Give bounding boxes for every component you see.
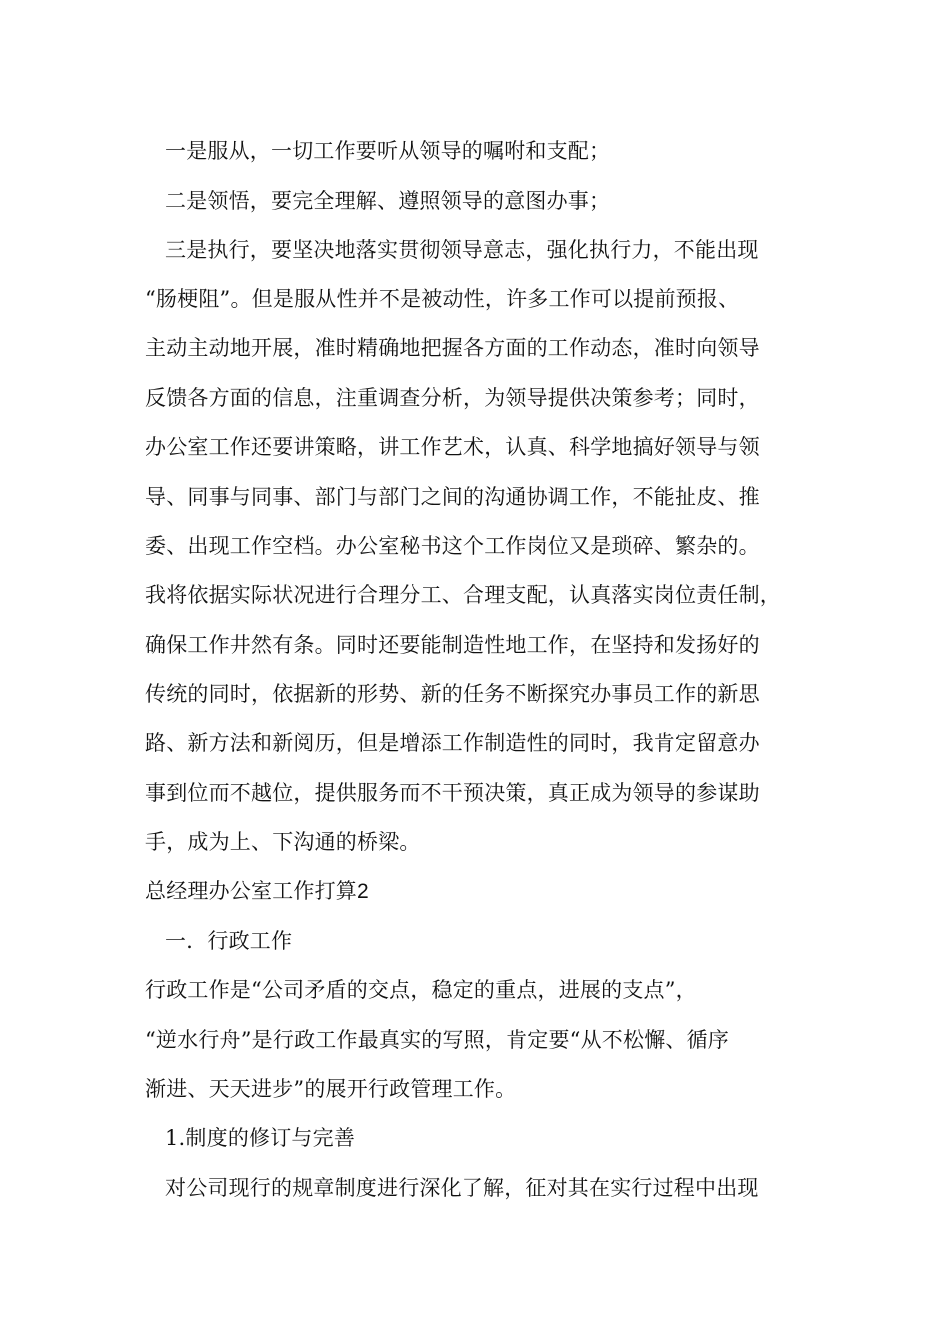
paragraph-line: 二是领悟，要完全理解、遵照领导的意图办事； [165,189,611,213]
subsection-heading: 1.制度的修订与完善 [165,1126,356,1150]
paragraph-line: “逆水行舟”是行政工作最真实的写照，肯定要“从不松懈、循序 [145,1028,730,1052]
subsection-heading: 一．行政工作 [165,929,293,953]
paragraph-line: 传统的同时，依据新的形势、新的任务不断探究办事员工作的新思 [145,682,760,706]
paragraph-line: 办公室工作还要讲策略，讲工作艺术，认真、科学地搞好领导与领 [145,435,760,459]
paragraph-line: 三是执行，要坚决地落实贯彻领导意志，强化执行力，不能出现 [165,238,759,262]
paragraph-line: 我将依据实际状况进行合理分工、合理支配，认真落实岗位责任制， [145,583,781,607]
paragraph-line: 路、新方法和新阅历，但是增添工作制造性的同时，我肯定留意办 [145,731,760,755]
paragraph-line: 主动主动地开展，准时精确地把握各方面的工作动态，准时向领导 [145,336,760,360]
paragraph-line: “肠梗阻”。但是服从性并不是被动性，许多工作可以提前预报、 [145,287,740,311]
paragraph-line: 对公司现行的规章制度进行深化了解，征对其在实行过程中出现 [165,1176,759,1200]
paragraph-line: 导、同事与同事、部门与部门之间的沟通协调工作，不能扯皮、推 [145,485,760,509]
paragraph-line: 行政工作是“公司矛盾的交点，稳定的重点，进展的支点”， [145,978,697,1002]
section-heading: 总经理办公室工作打算2 [145,880,369,903]
paragraph-line: 手，成为上、下沟通的桥梁。 [145,830,421,854]
paragraph-line: 确保工作井然有条。同时还要能制造性地工作，在坚持和发扬好的 [145,633,760,657]
paragraph-line: 一是服从，一切工作要听从领导的嘱咐和支配； [165,139,611,163]
paragraph-line: 事到位而不越位，提供服务而不干预决策，真正成为领导的参谋助 [145,781,760,805]
paragraph-line: 委、出现工作空档。办公室秘书这个工作岗位又是琐碎、繁杂的。 [145,534,760,558]
paragraph-line: 渐进、天天进步”的展开行政管理工作。 [145,1077,517,1101]
paragraph-line: 反馈各方面的信息，注重调查分析，为领导提供决策参考；同时， [145,386,760,410]
